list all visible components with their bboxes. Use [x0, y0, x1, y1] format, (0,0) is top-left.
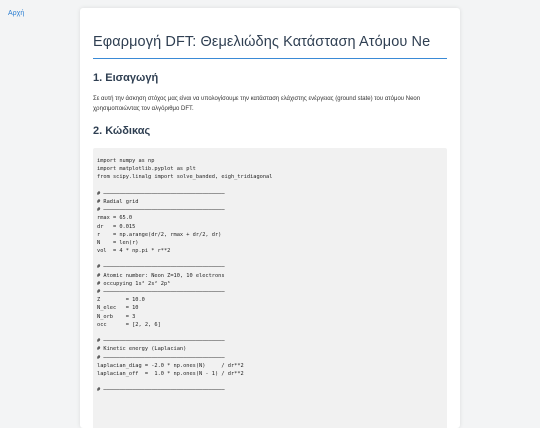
- code-line: # ──────────────────────────────────────: [97, 289, 225, 295]
- code-line: N = len(r): [97, 239, 139, 246]
- code-line: from scipy.linalg import solve_banded, eigh_tridiagonal: [97, 174, 273, 181]
- code-content: [97, 157, 272, 394]
- code-line: # ──────────────────────────────────────: [97, 264, 225, 271]
- code-line: laplacian_off = 1.0 * np.ones(N - 1) / dr**2: [97, 370, 244, 377]
- section-heading-code: 2. Κώδικας: [93, 125, 151, 137]
- code-line: import matplotlib.pyplot as plt: [97, 166, 196, 173]
- title-divider: [93, 58, 447, 59]
- code-line: occ = [2, 2, 6]: [97, 321, 161, 328]
- code-line: # ──────────────────────────────────────: [97, 190, 225, 197]
- code-line: # ──────────────────────────────────────: [97, 354, 225, 361]
- section-heading-introduction: 1. Εισαγωγή: [93, 72, 159, 84]
- content-card: [80, 8, 460, 428]
- code-line: [97, 329, 272, 337]
- code-line: r = np.arange(dr/2, rmax + dr/2, dr): [97, 231, 222, 238]
- code-line: # Radial grid: [97, 198, 139, 205]
- introduction-text: Σε αυτή την άσκηση στόχος μας είναι να υπολογίσουμε την κατάσταση ελάχιστης ενέργειας (ground state) του ατόμου Neon χρησιμοποιώντας τον αλγόριθμο DFT.: [93, 96, 421, 112]
- code-line: # occupying 1s² 2s² 2p⁶: [97, 280, 171, 287]
- code-line: N_elec = 10: [97, 305, 139, 312]
- home-link[interactable]: Αρχή: [8, 10, 25, 17]
- code-line: N_orb = 3: [97, 313, 136, 320]
- code-line: laplacian_diag = -2.0 * np.ones(N) / dr**2: [97, 362, 244, 369]
- code-line: [97, 182, 272, 190]
- code-line: rmax = 65.0: [97, 215, 133, 222]
- code-block: [93, 148, 447, 428]
- code-line: [97, 255, 272, 263]
- code-line: vol = 4 * np.pi * r**2: [97, 248, 171, 255]
- page-title: Εφαρμογή DFT: Θεμελιώδης Κατάσταση Ατόμου Ne: [93, 34, 431, 50]
- code-line: # ──────────────────────────────────────: [97, 338, 225, 345]
- code-line: import numpy as np: [97, 158, 155, 164]
- code-line: # ──────────────────────────────────────: [97, 387, 225, 394]
- code-line: # ──────────────────────────────────────: [97, 207, 225, 214]
- code-line: [97, 378, 272, 386]
- code-line: # Kinetic energy (Laplacian): [97, 346, 187, 353]
- code-line: dr = 0.015: [97, 223, 136, 230]
- code-line: Z = 10.0: [97, 297, 145, 304]
- code-line: # Atomic number: Neon Z=10, 10 electrons: [97, 272, 225, 279]
